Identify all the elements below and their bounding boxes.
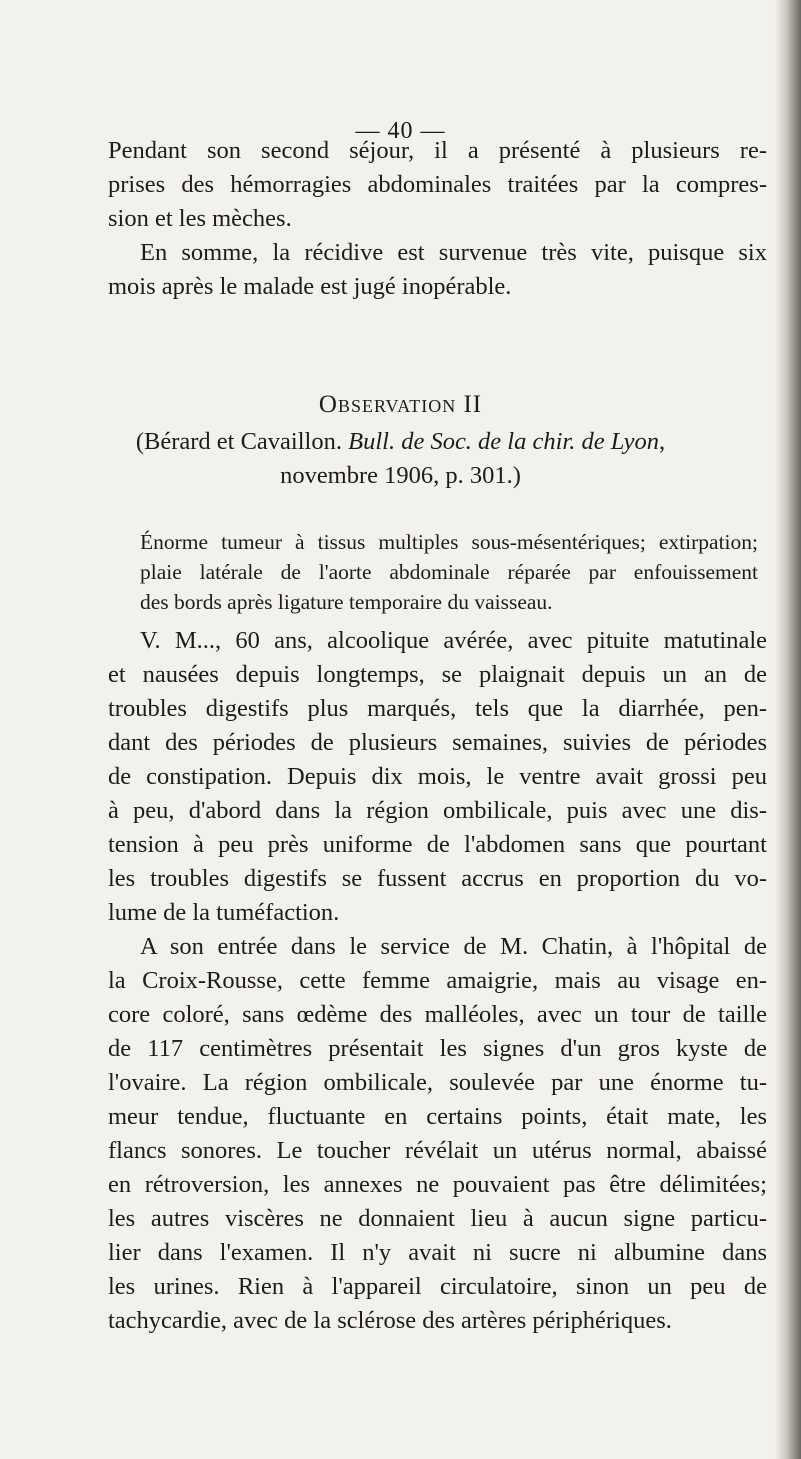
observation-heading: Observation II (318, 391, 483, 418)
reference-comma: , (659, 428, 666, 455)
page-edge-shadow (775, 0, 801, 1459)
text-line: core coloré, sans œdème des malléoles, avec un tour de taille (108, 1001, 767, 1028)
text-line: de 117 centimètres présentait les signes d'un gros kyste de (108, 1035, 767, 1062)
text-line: Pendant son second séjour, il a présenté à plusieurs re- (108, 137, 767, 164)
text-line: meur tendue, fluctuante en certains points, était mate, les (108, 1103, 767, 1130)
reference-authors: (Bérard et Cavaillon. (135, 428, 349, 455)
text-line: troubles digestifs plus marqués, tels que la diarrhée, pen- (108, 695, 767, 722)
summary-line: Énorme tumeur à tissus multiples sous-mésentériques; extirpation; (140, 530, 758, 554)
summary-line: plaie latérale de l'aorte abdominale réparée par enfouissement (140, 560, 758, 584)
text-line: et nausées depuis longtemps, se plaignait depuis un an de (108, 661, 767, 688)
text-line: les urines. Rien à l'appareil circulatoire, sinon un peu de (108, 1273, 767, 1300)
text-line: dant des périodes de plusieurs semaines, suivies de périodes (108, 729, 767, 756)
text-line: prises des hémorragies abdominales traitées par la compres- (108, 171, 767, 198)
text-line: V. M..., 60 ans, alcoolique avérée, avec pituite matutinale (140, 627, 767, 654)
reference-journal: Bull. de Soc. de la chir. de Lyon (348, 428, 660, 455)
text-line: les autres viscères ne donnaient lieu à aucun signe particu- (108, 1205, 767, 1232)
text-line: flancs sonores. Le toucher révélait un utérus normal, abaissé (108, 1137, 767, 1164)
text-line: la Croix-Rousse, cette femme amaigrie, mais au visage en- (108, 967, 767, 994)
text-line: de constipation. Depuis dix mois, le ventre avait grossi peu (108, 763, 767, 790)
text-line: En somme, la récidive est survenue très vite, puisque six (140, 239, 767, 266)
text-line: A son entrée dans le service de M. Chatin, à l'hôpital de (140, 933, 767, 960)
text-line: en rétroversion, les annexes ne pouvaient pas être délimitées; (108, 1171, 767, 1198)
reference-date: novembre 1906, p. 301.) (280, 462, 521, 489)
text-line: l'ovaire. La région ombilicale, soulevée par une énorme tu- (108, 1069, 767, 1096)
text-line: lier dans l'examen. Il n'y avait ni sucre ni albumine dans (108, 1239, 767, 1266)
reference-line (0, 425, 801, 459)
page-number: — 40 — (355, 118, 446, 144)
text-line: mois après le malade est jugé inopérable. (108, 273, 512, 300)
text-line: tachycardie, avec de la sclérose des artères périphériques. (108, 1307, 672, 1334)
summary-line: des bords après ligature temporaire du vaisseau. (140, 590, 553, 614)
text-line: sion et les mèches. (108, 205, 292, 232)
text-line: à peu, d'abord dans la région ombilicale, puis avec une dis- (108, 797, 767, 824)
text-line: les troubles digestifs se fussent accrus en proportion du vo- (108, 865, 767, 892)
text-line: lume de la tuméfaction. (108, 899, 340, 926)
text-line: tension à peu près uniforme de l'abdomen sans que pourtant (108, 831, 767, 858)
